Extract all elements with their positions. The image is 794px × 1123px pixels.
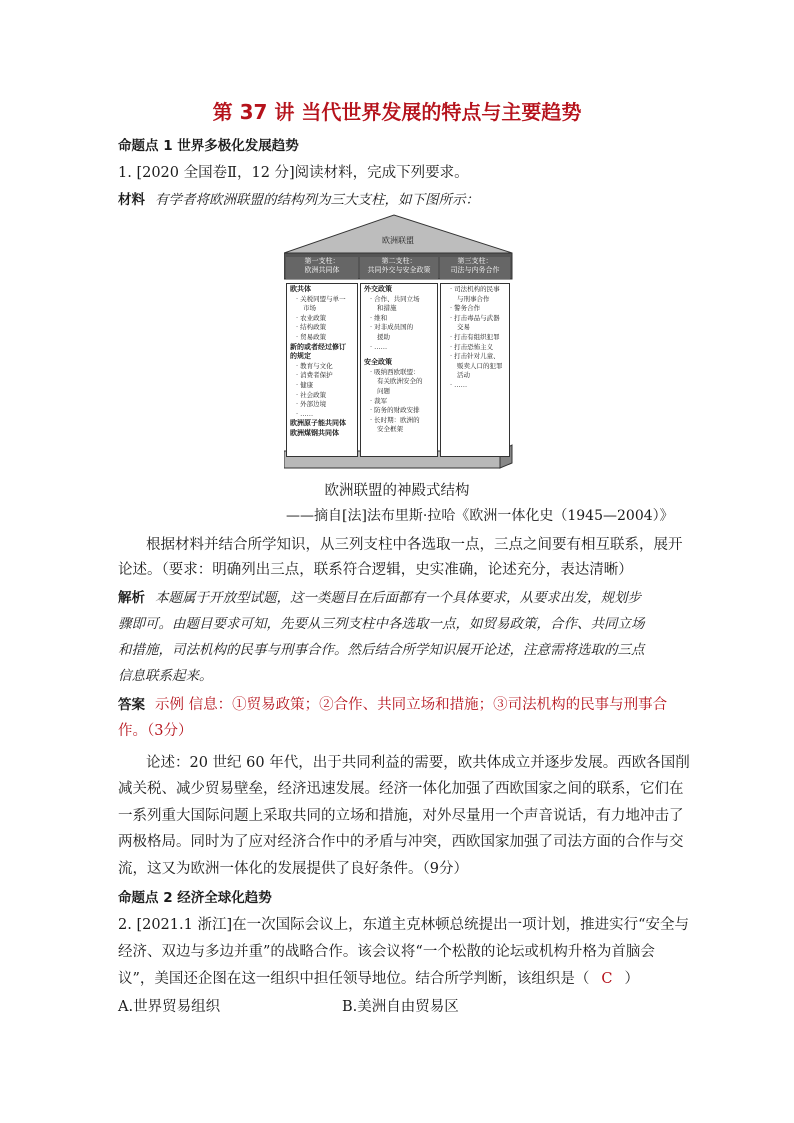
list-item: 与刑事合作 bbox=[457, 294, 490, 303]
list-item: · 裁军 bbox=[370, 396, 388, 405]
analysis-text: 本题属于开放型试题，这一类题目在后面都有一个具体要求，从要求出发，规划步 bbox=[155, 590, 641, 606]
essay-line-3: 一系列重大国际问题上采取共同的立场和措施，对外尽量用一个声音说话，有力地冲击了 bbox=[118, 808, 684, 824]
eu-temple-diagram bbox=[284, 213, 514, 473]
list-item: · 维和 bbox=[370, 313, 388, 322]
answer-line-1 bbox=[118, 693, 667, 714]
material-label: 材料 bbox=[118, 192, 145, 208]
analysis-line-2: 骤即可。由题目要求可知，先要从三列支柱中各选取一点，如贸易政策，合作、共同立场 bbox=[118, 616, 645, 632]
pillar-3-heading: 第三支柱： 司法与内务合作 bbox=[440, 257, 510, 279]
list-item: · 警务合作 bbox=[450, 304, 481, 313]
option-a: A.世界贸易组织 bbox=[118, 999, 221, 1015]
prompt-line-2: 论述。（要求：明确列出三点，联系符合逻辑，史实准确，论述充分，表达清晰） bbox=[118, 562, 633, 578]
list-item: · 教育与文化 bbox=[296, 361, 333, 370]
analysis-line-4: 信息联系起来。 bbox=[118, 668, 213, 684]
list-item: 活动 bbox=[457, 371, 470, 380]
pillar-2-subtitle: 安全政策 bbox=[364, 358, 392, 367]
list-item: · 合作、共同立场 bbox=[370, 294, 420, 303]
question-2-stem-end: 议”，美国还企图在这一组织中担任领导地位。结合所学判断，该组织是（ bbox=[118, 971, 590, 987]
section-heading-1: 命题点 1 世界多极化发展趋势 bbox=[118, 138, 299, 154]
list-item: · 打击针对儿童、 bbox=[450, 352, 500, 361]
list-item: · 长时期：欧洲的 bbox=[370, 415, 420, 424]
list-item: 安全框架 bbox=[377, 425, 403, 434]
list-item: · …… bbox=[370, 342, 388, 351]
list-item: · 外部边境 bbox=[296, 400, 327, 409]
section-heading-2: 命题点 2 经济全球化趋势 bbox=[118, 890, 272, 906]
list-item: · 关税同盟与单一 bbox=[296, 294, 346, 303]
pillar-1-footer: 欧洲原子能共同体 bbox=[290, 419, 346, 428]
list-item: 和措施 bbox=[377, 304, 397, 313]
essay-line-4: 两极格局。同时为了应对经济合作中的矛盾与冲突，西欧国家加强了司法方面的合作与交 bbox=[118, 834, 684, 850]
material-line bbox=[118, 188, 479, 208]
question-2-line-2: 经济、双边与多边并重”的战略合作。该会议将“一个松散的论坛或机构升格为首脑会 bbox=[118, 944, 655, 960]
pillar-1-heading: 第一支柱： 欧洲共同体 bbox=[286, 257, 358, 279]
analysis-line-1 bbox=[118, 586, 641, 606]
pillar-1-subtitle: 新的或者经过修订 bbox=[290, 342, 346, 351]
pillar-3 bbox=[440, 283, 510, 457]
page-title: 第 37 讲 当代世界发展的特点与主要趋势 bbox=[212, 100, 582, 124]
list-item: 交易 bbox=[457, 323, 470, 332]
pillar-2-heading: 第二支柱： 共同外交与安全政策 bbox=[360, 257, 438, 279]
list-item: 问题 bbox=[377, 386, 390, 395]
essay-line-2: 减关税、减少贸易壁垒，经济迅速发展。经济一体化加强了西欧国家之间的联系，它们在 bbox=[118, 781, 684, 797]
list-item: 有关欧洲安全的 bbox=[377, 377, 423, 386]
citation: ——摘自[法]法布里斯·拉哈《欧洲一体化史（1945—2004）》 bbox=[286, 508, 674, 524]
diagram-caption: 欧洲联盟的神殿式结构 bbox=[324, 483, 470, 499]
answer-label: 答案 bbox=[118, 697, 145, 713]
question-1-source: 1. [2020 全国卷Ⅱ，12 分]阅读材料，完成下列要求。 bbox=[118, 165, 469, 181]
list-item: 贩卖人口的犯罪 bbox=[457, 361, 503, 370]
pillar-2 bbox=[360, 283, 438, 457]
list-item: · 社会政策 bbox=[296, 390, 327, 399]
list-item: · 消费者保护 bbox=[296, 371, 333, 380]
list-item: · 健康 bbox=[296, 380, 314, 389]
list-item: · 打击有组织犯罪 bbox=[450, 332, 500, 341]
analysis-line-3: 和措施，司法机构的民事与刑事合作。然后结合所学知识展开论述，注意需将选取的三点 bbox=[118, 642, 645, 658]
pillar-1-title: 欧共体 bbox=[290, 285, 311, 293]
list-item: · 防务的财政安排 bbox=[370, 406, 420, 415]
list-item: · …… bbox=[296, 409, 314, 418]
option-b: B.美洲自由贸易区 bbox=[342, 999, 459, 1015]
pillar-2-title: 外交政策 bbox=[364, 285, 392, 293]
answer-text: 示例 信息：①贸易政策；②合作、共同立场和措施；③司法机构的民事与刑事合 bbox=[155, 697, 668, 713]
list-item: · 结构政策 bbox=[296, 323, 327, 332]
question-2-line-3: 议”，美国还企图在这一组织中担任领导地位。结合所学判断，该组织是（ C ） bbox=[118, 971, 640, 987]
list-item: · 打击恐怖主义 bbox=[450, 342, 494, 351]
list-item: · 贸易政策 bbox=[296, 332, 327, 341]
question-2-line-1: 2. [2021.1 浙江]在一次国际会议上，东道主克林顿总统提出一项计划，推进实行“安全与 bbox=[118, 917, 690, 933]
analysis-label: 解析 bbox=[118, 590, 145, 606]
pillar-1: 欧共体 · 关税同盟与单一 市场 · 农业政策 · 结构政策 · 贸易政策 新的或者经过修订 的规定 · 教育与文化 · 消费者保护 · 健康 · 社会政策 · 外部边境 · …… 欧洲原子能共同体 欧洲煤钢共同体 bbox=[286, 283, 358, 457]
roof-label: 欧洲联盟 bbox=[382, 236, 414, 245]
list-item: · 吸纳西欧联盟： bbox=[370, 367, 420, 376]
list-item: · 对非成员国的 bbox=[370, 323, 414, 332]
essay-line-1: 论述：20 世纪 60 年代，出于共同利益的需要，欧共体成立并逐步发展。西欧各国削 bbox=[146, 755, 690, 771]
list-item: 市场 bbox=[303, 304, 316, 313]
material-text: 有学者将欧洲联盟的结构列为三大支柱，如下图所示： bbox=[155, 192, 479, 208]
list-item: · 打击毒品与武器 bbox=[450, 313, 500, 322]
prompt-line-1: 根据材料并结合所学知识，从三列支柱中各选取一点，三点之间要有相互联系，展开 bbox=[146, 537, 683, 553]
list-item: · …… bbox=[450, 380, 468, 389]
essay-line-5: 流，这又为欧洲一体化的发展提供了良好条件。（9分） bbox=[118, 861, 468, 877]
question-2-answer: C bbox=[601, 971, 613, 987]
list-item: · 农业政策 bbox=[296, 313, 327, 322]
list-item: 援助 bbox=[377, 332, 390, 341]
list-item: · 司法机构的民事 bbox=[450, 285, 500, 293]
answer-line-2: 作。（3分） bbox=[118, 723, 193, 739]
temple-roof bbox=[284, 215, 512, 253]
